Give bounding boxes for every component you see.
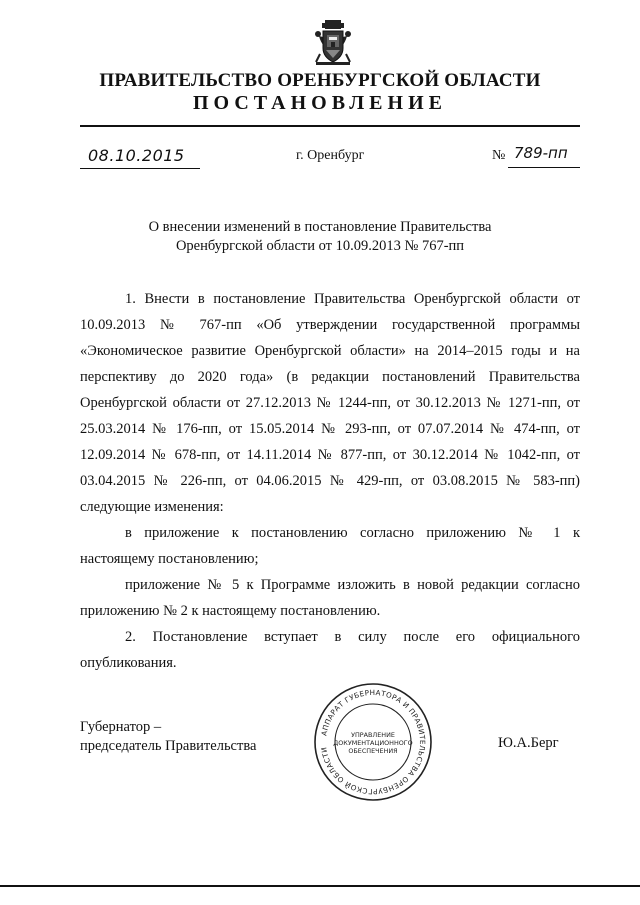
body-line: опубликования. (80, 655, 177, 671)
signatory-position-line: Губернатор – (80, 719, 162, 735)
number-underline (508, 167, 580, 168)
body-line: приложению № 2 к настоящему постановлению. (80, 603, 381, 619)
body-line: «Экономическое развитие Оренбургской области» на 2014–2015 годы и на (80, 343, 580, 359)
body-line: следующие изменения: (80, 499, 224, 515)
page-bottom-rule (0, 885, 640, 887)
stamp-inner-line: ДОКУМЕНТАЦИОННОГО (333, 739, 413, 747)
signatory-name: Ю.А.Берг (498, 735, 559, 751)
body-line: 10.09.2013 № 767-пп «Об утверждении государственной программы (80, 317, 580, 333)
document-city: г. Оренбург (296, 148, 365, 163)
body-line: 1. Внести в постановление Правительства Оренбургской области от (125, 291, 580, 307)
document-number-value: 789-пп (514, 144, 568, 162)
stamp-inner-line: УПРАВЛЕНИЕ (351, 731, 395, 739)
header-divider (80, 125, 580, 127)
signatory-position-line: председатель Правительства (80, 738, 257, 754)
document-number (480, 146, 580, 168)
number-sign: № (492, 148, 506, 163)
body-line: настоящему постановлению; (80, 551, 259, 567)
body-line: приложение № 5 к Программе изложить в новой редакции согласно (125, 577, 580, 593)
stamp-ring-text: АППАРАТ ГУБЕРНАТОРА И ПРАВИТЕЛЬСТВА ОРЕНБУРГСКОЙ ОБЛАСТИ (319, 687, 428, 797)
stamp-inner-line: ОБЕСПЕЧЕНИЯ (348, 747, 398, 755)
subject-line: Оренбургской области от 10.09.2013 № 767-пп (175, 238, 465, 254)
official-stamp (312, 681, 434, 803)
coat-of-arms-icon (308, 18, 358, 68)
document-subject (120, 218, 520, 256)
document-body (80, 286, 580, 676)
body-line: 25.03.2014 № 176-пп, от 15.05.2014 № 293-пп, от 07.07.2014 № 474-пп, от (80, 421, 580, 437)
body-line: 2. Постановление вступает в силу после его официального (125, 629, 580, 645)
document-type-title: ПОСТАНОВЛЕНИЕ (193, 92, 447, 114)
body-line: 03.04.2015 № 226-пп, от 04.06.2015 № 429-пп, от 03.08.2015 № 583-пп) (80, 473, 580, 489)
organization-title: ПРАВИТЕЛЬСТВО ОРЕНБУРГСКОЙ ОБЛАСТИ (99, 70, 541, 91)
body-line: перспективу до 2020 года» (в редакции постановлений Правительства (80, 369, 580, 385)
body-line: 12.09.2014 № 678-пп, от 14.11.2014 № 877-пп, от 30.12.2014 № 1042-пп, от (80, 447, 580, 463)
signatory-position (80, 718, 256, 756)
document-date (80, 146, 200, 169)
body-line: Оренбургской области от 27.12.2013 № 1244-пп, от 30.12.2013 № 1271-пп, от (80, 395, 580, 411)
document-date-value: 08.10.2015 (88, 146, 185, 165)
subject-line: О внесении изменений в постановление Правительства (148, 219, 492, 235)
body-line: в приложение к постановлению согласно приложению № 1 к (125, 525, 580, 541)
